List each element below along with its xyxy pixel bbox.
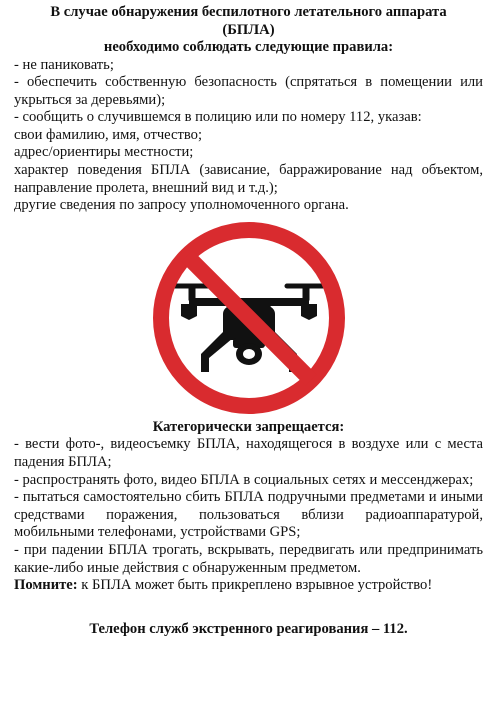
no-drone-sign	[14, 218, 483, 418]
reminder-label: Помните:	[14, 577, 78, 594]
forbidden-item: - распространять фото, видео БПЛА в социальных сетях и мессенджерах;	[14, 471, 474, 488]
header-line-2: (БПЛА)	[222, 21, 275, 38]
reminder-text: к БПЛА может быть прикреплено взрывное устройство!	[77, 577, 433, 594]
notice-header	[14, 4, 483, 57]
no-drone-icon	[151, 220, 347, 416]
forbidden-item: - пытаться самостоятельно сбить БПЛА подручными предметами и иными средствами поражения, пользоваться вблизи радиоаппаратурой, мобильными телефонами, устройствами GPS;	[14, 489, 483, 541]
forbidden-list	[14, 436, 483, 577]
reminder	[14, 577, 483, 595]
forbidden-heading: Категорически запрещается:	[152, 418, 345, 435]
header-line-1: В случае обнаружения беспилотного летательного аппарата	[50, 4, 447, 20]
rules-list	[14, 57, 483, 215]
forbidden-item: - вести фото-, видеосъемку БПЛА, находящегося в воздухе или с места падения БПЛА;	[14, 436, 483, 471]
rule-item: - сообщить о случившемся в полицию или по номеру 112, указав:	[14, 109, 422, 126]
rule-item: свои фамилию, имя, отчество;	[14, 126, 203, 143]
rule-item: характер поведения БПЛА (зависание, барражирование над объектом, направление пролета, внешний вид и т.д.);	[14, 162, 483, 196]
rule-item: - обеспечить собственную безопасность (спрятаться в помещении или укрыться за деревьями);	[14, 74, 483, 108]
rule-item: другие сведения по запросу уполномоченного органа.	[14, 197, 349, 214]
forbidden-item: - при падении БПЛА трогать, вскрывать, передвигать или предпринимать какие-либо иные действия с обнаруженным предметом.	[14, 542, 483, 576]
emergency-phone: Телефон служб экстренного реагирования – 112.	[89, 620, 408, 637]
rule-item: адрес/ориентиры местности;	[14, 144, 194, 161]
rule-item: - не паниковать;	[14, 56, 114, 73]
header-line-3: необходимо соблюдать следующие правила:	[103, 39, 394, 55]
